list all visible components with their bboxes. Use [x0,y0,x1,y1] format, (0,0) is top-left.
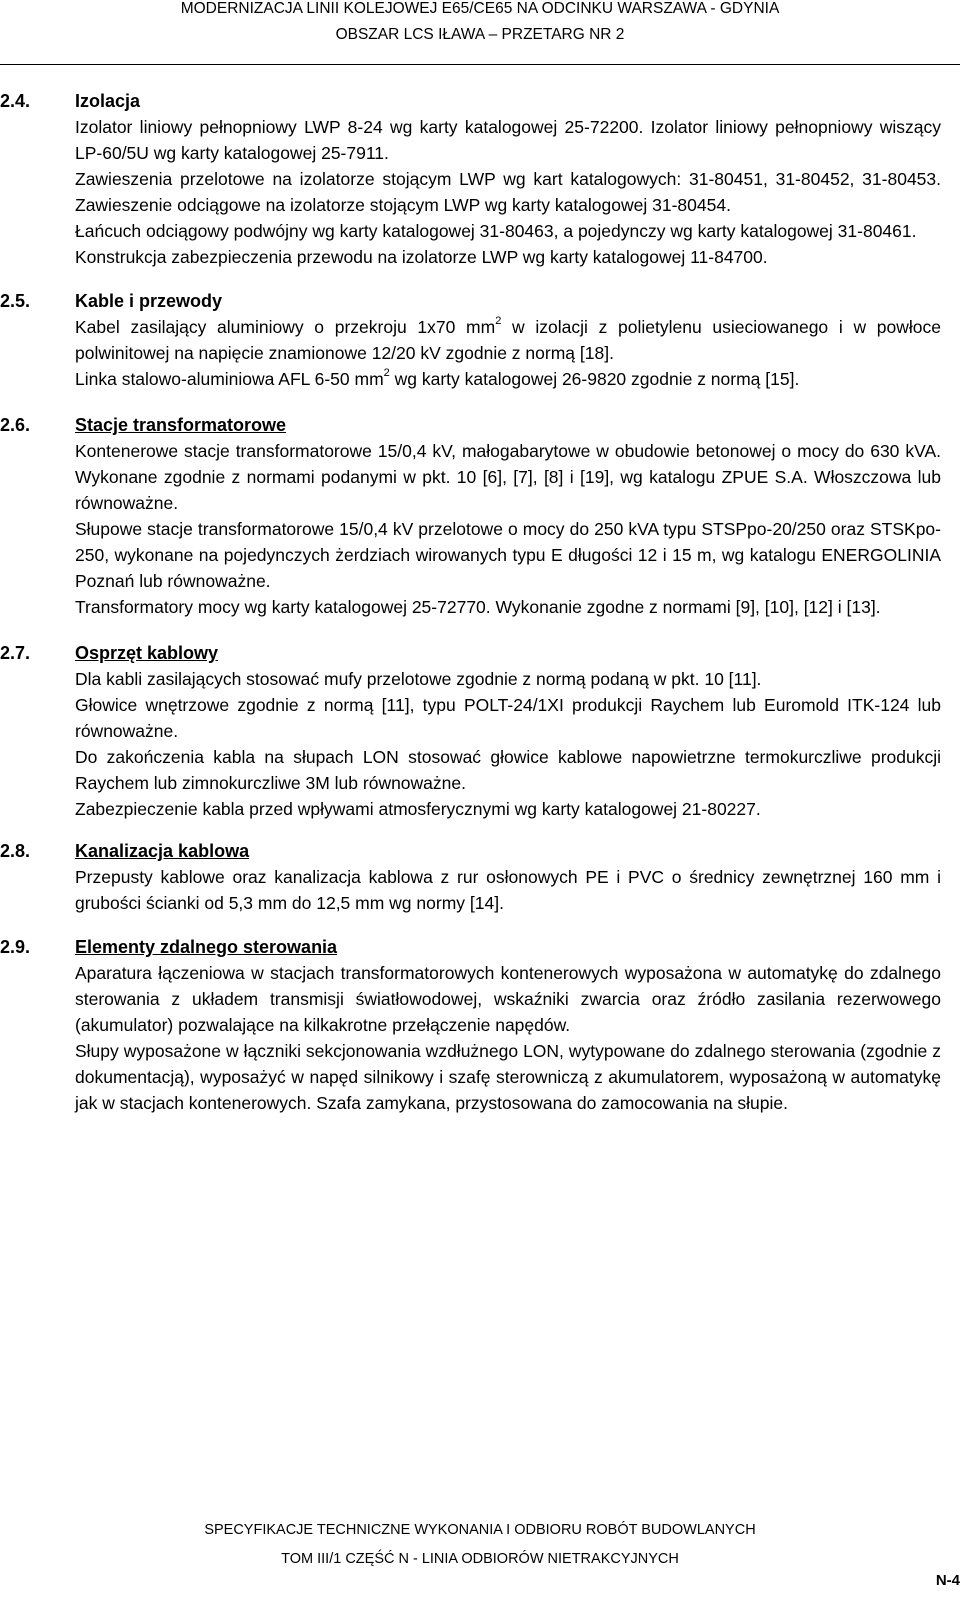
paragraph: Izolator liniowy pełnopniowy LWP 8-24 wg karty katalogowej 25-72200. Izolator liniowy pełnopniowy wiszący LP-60/5U wg karty katalogowej 25-7911. [75,117,941,163]
section-number: 2.9. [0,937,31,957]
paragraph: Zabezpieczenie kabla przed wpływami atmosferycznymi wg karty katalogowej 21-80227. [75,799,761,819]
paragraph: Głowice wnętrzowe zgodnie z normą [11], typu POLT-24/1XI produkcji Raychem lub Euromold ITK-124 lub równoważne. [75,695,941,741]
paragraph: Przepusty kablowe oraz kanalizacja kablowa z rur osłonowych PE i PVC o średnicy zewnętrznej 160 mm i grubości ścianki od 5,3 mm do 12,5 mm wg normy [14]. [75,867,941,913]
paragraph: Aparatura łączeniowa w stacjach transformatorowych kontenerowych wyposażona w automatykę do zdalnego sterowania z układem transmisji światłowodowej, wskaźniki zwarcia oraz źródło zasilania rezerwowego (akumulator) pozwalające na kilkakrotne przełączenie napędów. [75,963,941,1035]
paragraph: Zawieszenia przelotowe na izolatorze stojącym LWP wg kart katalogowych: 31-80451, 31-80452, 31-80453. Zawieszenie odciągowe na izolatorze stojącym LWP wg karty katalogowej 31-80454. [75,169,941,215]
section-2-5 [0,288,960,392]
section-title: Kable i przewody [75,291,223,311]
section-number: 2.6. [0,415,31,435]
paragraph: Kontenerowe stacje transformatorowe 15/0,4 kV, małogabarytowe w obudowie betonowej o mocy do 630 kVA. Wykonane zgodnie z normami podanymi w pkt. 10 [6], [7], [8] i [19], wg katalogu ZPUE S.A. Włoszczowa lub równoważne. [75,441,941,513]
paragraph: Linka stalowo-aluminiowa AFL 6-50 $mm^2$ wg karty katalogowej 26-9820 zgodnie z normą [15]. [75,367,800,389]
paragraph: Łańcuch odciągowy podwójny wg karty katalogowej 31-80463, a pojedynczy wg karty katalogowej 31-80461. [75,221,917,241]
section-2-6 [0,412,960,620]
section-title: Elementy zdalnego sterowania [75,937,338,957]
page-number: N-4 [935,1572,960,1589]
paragraph: Konstrukcja zabezpieczenia przewodu na izolatorze LWP wg karty katalogowej 11-84700. [75,247,768,267]
section-number: 2.7. [0,643,31,663]
paragraph: Kabel zasilający aluminiowy o przekroju 1x70 $mm^2$ w izolacji z polietylenu usieciowanego i w powłoce polwinitowej na napięcie znamionowe 12/20 kV zgodnie z normą [18]. [75,315,941,363]
section-body [75,114,941,270]
section-body [75,666,941,822]
paragraph: Dla kabli zasilających stosować mufy przelotowe zgodnie z normą podaną w pkt. 10 [11]. [75,669,762,689]
running-header-line-1: MODERNIZACJA LINII KOLEJOWEJ E65/CE65 NA ODCINKU WARSZAWA - GDYNIA [180,0,780,17]
paragraph: Słupowe stacje transformatorowe 15/0,4 kV przelotowe o mocy do 250 kVA typu STSPpo-20/250 oraz STSKpo-250, wykonane na pojedynczych żerdziach wirowanych typu E długości 12 i 15 m, wg katalogu ENERGOLINIA Poznań lub równoważne. [75,519,941,591]
header-divider [0,64,960,65]
superscript-2: 2 [495,315,502,328]
running-header-line-2: OBSZAR LCS IŁAWA – PRZETARG NR 2 [335,26,625,43]
paragraph: Słupy wyposażone w łączniki sekcjonowania wzdłużnego LON, wytypowane do zdalnego sterowania (zgodnie z dokumentacją), wyposażyć w napęd silnikowy i szafę sterowniczą z akumulatorem, wyposażoną w automatykę jak w stacjach kontenerowych. Szafa zamykana, przystosowana do zamocowania na słupie. [75,1041,941,1113]
section-body [75,864,941,916]
running-footer-line-2: TOM III/1 CZĘŚĆ N - LINIA ODBIORÓW NIETRAKCYJNYCH [281,1551,679,1567]
section-2-8 [0,838,960,916]
section-title: Osprzęt kablowy [75,643,219,663]
section-number: 2.8. [0,841,31,861]
section-number: 2.5. [0,291,31,311]
document-body [0,72,960,1116]
running-footer-line-1: SPECYFIKACJE TECHNICZNE WYKONANIA I ODBIORU ROBÓT BUDOWLANYCH [204,1522,756,1538]
section-title: Izolacja [75,91,141,111]
section-number: 2.4. [0,91,31,111]
section-body [75,314,941,392]
superscript-2: 2 [383,367,390,380]
section-body [75,438,941,620]
paragraph: Transformatory mocy wg karty katalogowej 25-72770. Wykonanie zgodne z normami [9], [10], [12] i [13]. [75,597,881,617]
paragraph: Do zakończenia kabla na słupach LON stosować głowice kablowe napowietrzne termokurczliwe produkcji Raychem lub zimnokurczliwe 3M lub równoważne. [75,747,941,793]
section-2-4 [0,88,960,270]
section-title: Kanalizacja kablowa [75,841,250,861]
section-2-7 [0,640,960,822]
section-body [75,960,941,1116]
section-title: Stacje transformatorowe [75,415,287,435]
section-2-9 [0,934,960,1116]
